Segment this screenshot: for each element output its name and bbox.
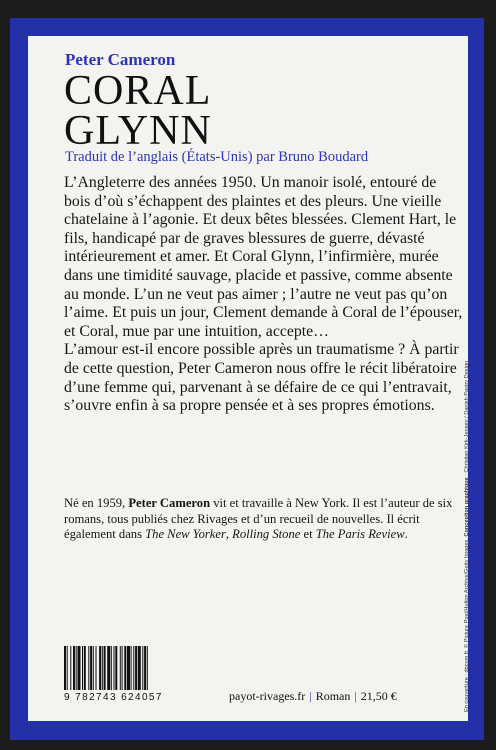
genre-label: Roman (315, 689, 351, 703)
image-credits (464, 361, 470, 712)
bio-author-name: Peter Cameron (128, 496, 211, 510)
bio-text: Né en 1959, (64, 496, 129, 510)
isbn-number: 9 782743 624057 (64, 692, 163, 703)
footer-info (229, 689, 397, 704)
credits-text: En couverture : dpcom.fr. © Picture Post/Hulton Archive/Getty Images. (464, 536, 470, 712)
author-name: Peter Cameron (65, 50, 176, 69)
barcode (62, 646, 172, 701)
bio-text: , (225, 527, 233, 541)
blurb-paragraph-2: L’amour est-il encore possible après un traumatisme ? À partir de cette question, Peter Cameron nous offre le récit libératoire d’une femme qui, parvenant à se défaire de ce qui l’entravait, s’ouvre enfin à sa propre pensée et à ses propres émotions. (64, 341, 459, 415)
barcode-bars (62, 646, 170, 692)
bio-text: . (404, 527, 408, 541)
separator: | (354, 689, 357, 703)
title-line-1: CORAL (64, 68, 212, 114)
credits-design-label: Conception graphique (464, 477, 470, 537)
separator: | (309, 689, 312, 703)
bio-text: et (300, 527, 316, 541)
blurb (64, 174, 464, 416)
bio-text: vit et travaille à New York. Il est l’auteur de six romans, tous publiés chez Rivages et d’un recueil de nouvelles. Il écrit également dans (64, 496, 453, 541)
title-line-2: GLYNN (64, 108, 212, 154)
price-label: 21,50 € (360, 689, 397, 703)
credits-text: : Christian Kirk-Jensen / Danish Pastry Design (464, 360, 470, 478)
bio-magazine: The New Yorker (145, 527, 226, 541)
publisher-website[interactable]: payot-rivages.fr (229, 689, 306, 703)
author-bio (64, 496, 468, 543)
bio-magazine: Rolling Stone (232, 527, 301, 541)
bio-magazine: The Paris Review (315, 527, 405, 541)
blurb-paragraph-1: L’Angleterre des années 1950. Un manoir isolé, entouré de bois d’où s’échappent des plaintes et des pleurs. Une vieille chatelaine à l’agonie. Et deux bêtes blessées. Clement Hart, le fils, handicapé par de graves blessures de guerre, dévasté intérieurement et amer. Et Coral Glynn, l’infirmière, murée dans une timidité sauvage, placide et passive, comme absente au monde. L’un ne veut pas aimer ; l’autre ne veut pas qu’on l’aime. Et puis un jour, Clement demande à Coral de l’épouser, et Coral, mue par une intuition, accepte… (64, 174, 463, 340)
back-cover-panel (28, 36, 468, 721)
translator-credit: Traduit de l’anglais (États-Unis) par Bruno Boudard (65, 149, 369, 165)
book-title (64, 68, 212, 154)
